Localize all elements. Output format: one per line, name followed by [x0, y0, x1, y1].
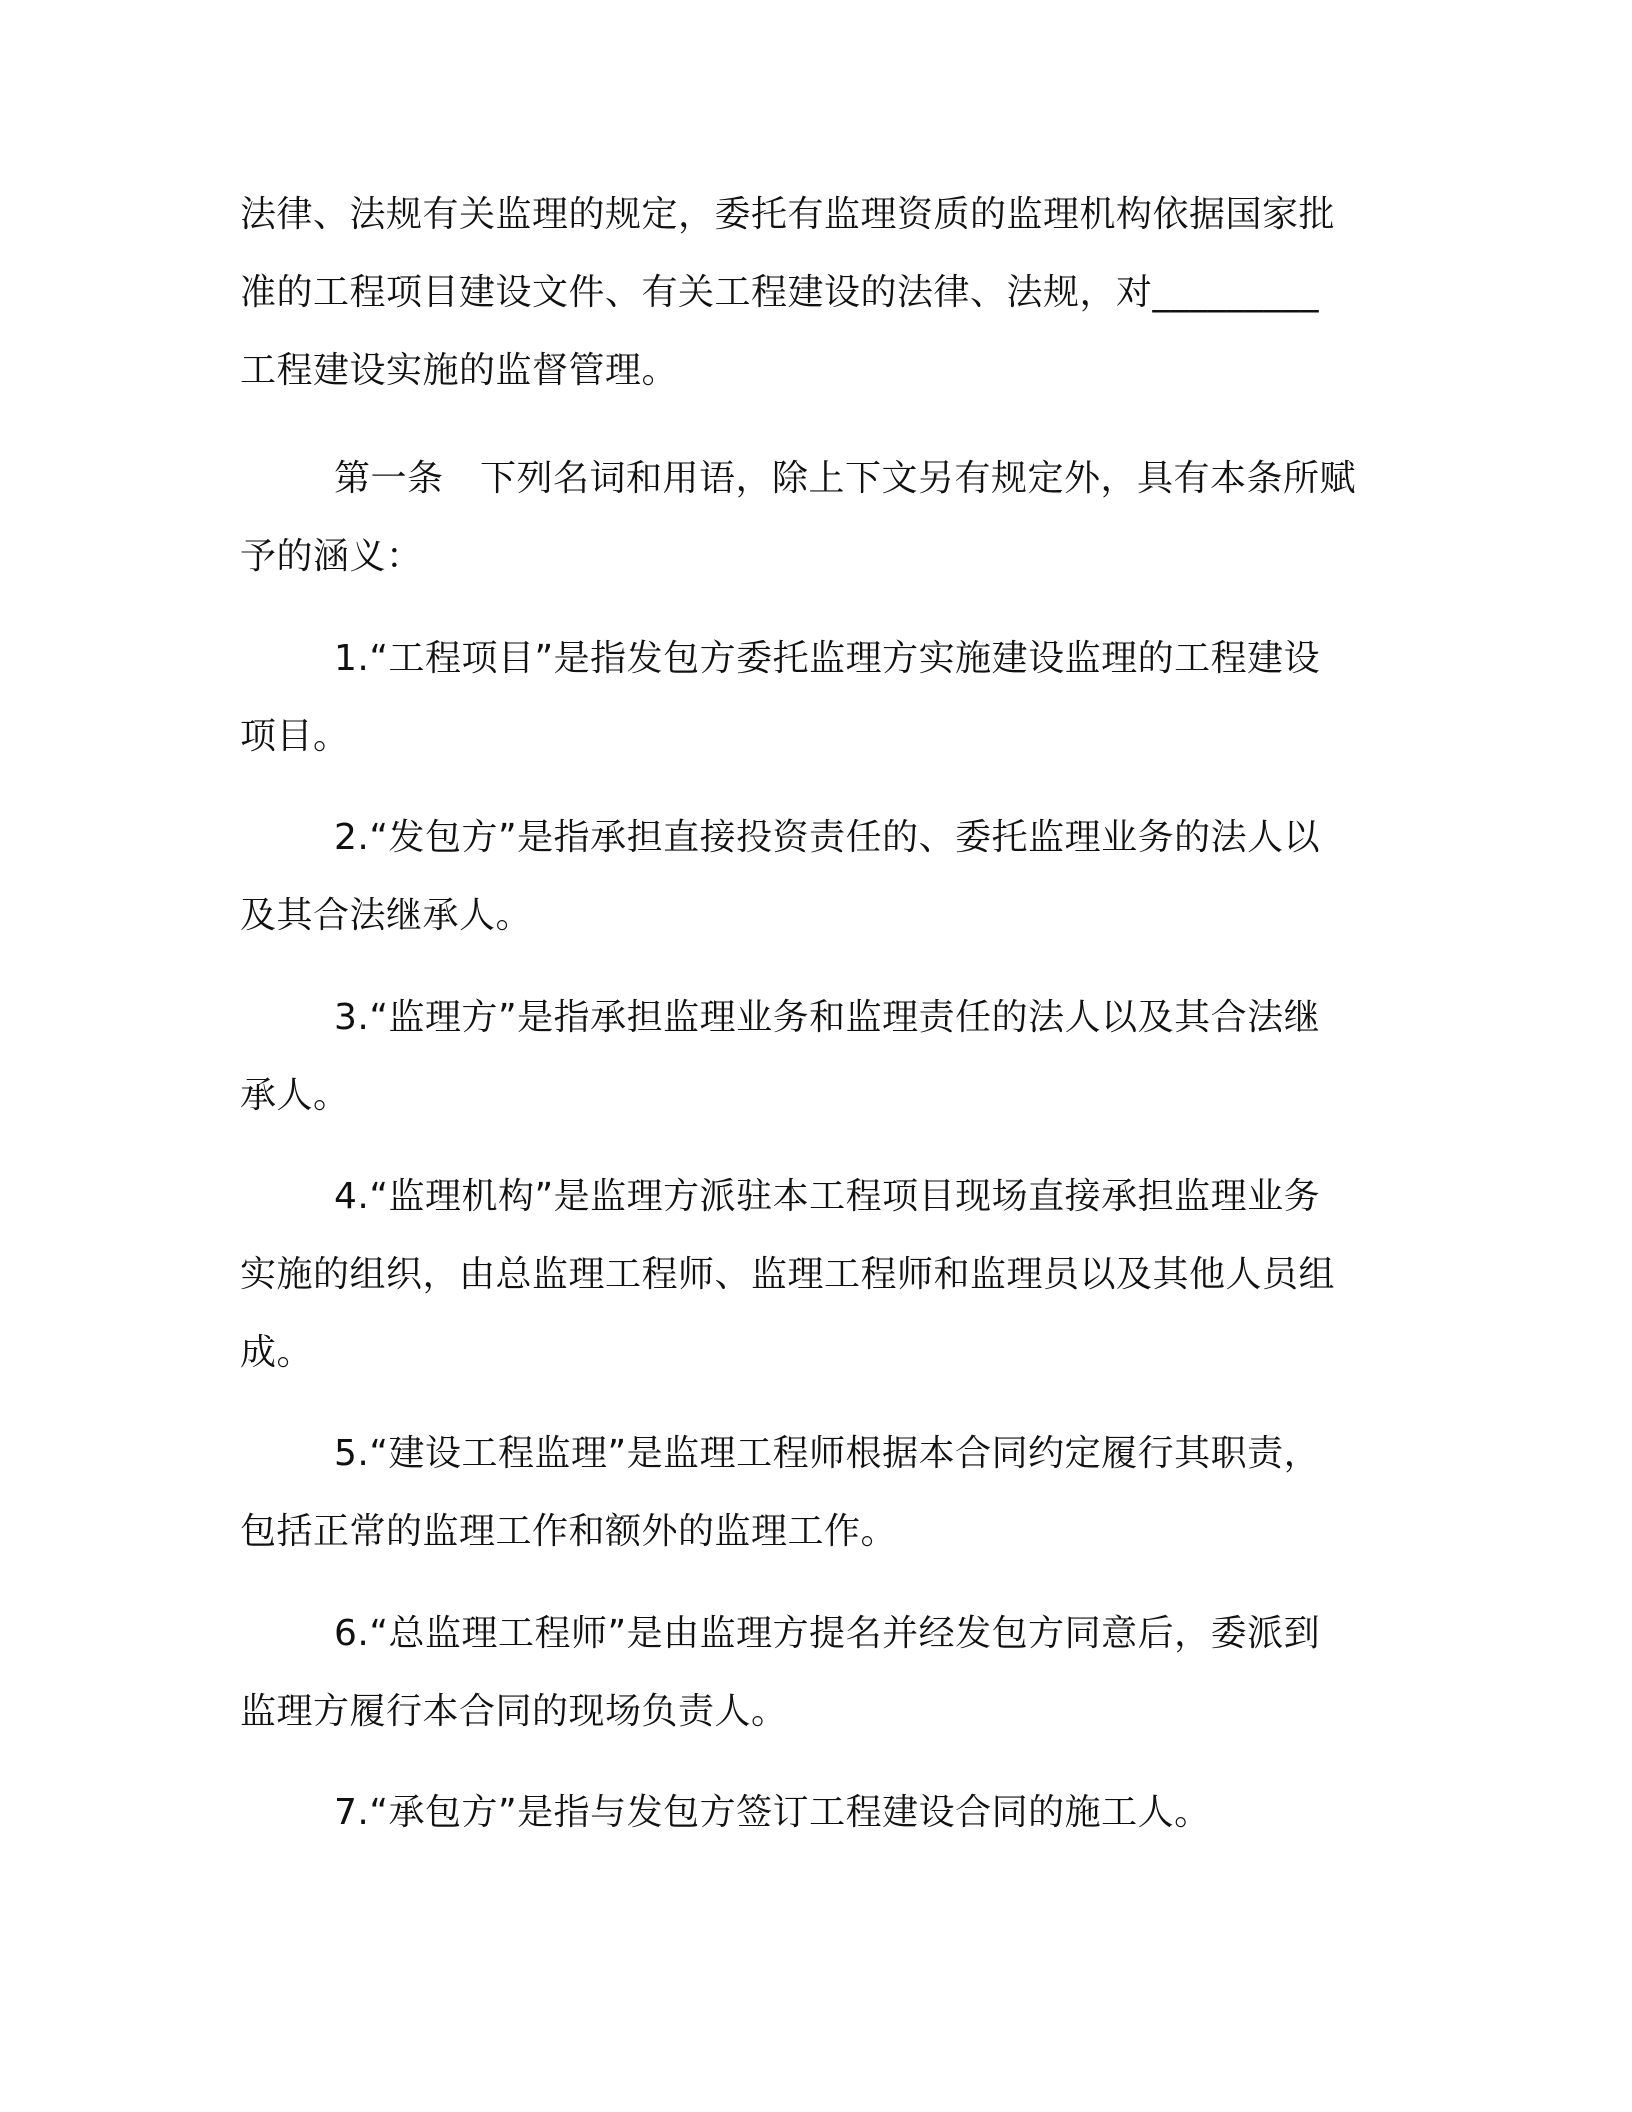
definition-5-line-1: 5.“建设工程监理”是监理工程师根据本合同约定履行其职责， — [334, 1433, 1321, 1474]
definition-6 — [240, 1595, 1380, 1751]
intro-line-3: 工程建设实施的监督管理。 — [240, 350, 679, 391]
definition-5-line-2: 包括正常的监理工作和额外的监理工作。 — [240, 1511, 898, 1552]
definition-4-line-1: 4.“监理机构”是监理方派驻本工程项目现场直接承担监理业务 — [334, 1176, 1321, 1217]
intro-line-1: 法律、法规有关监理的规定，委托有监理资质的监理机构依据国家批 — [240, 194, 1336, 235]
article-one-paragraph — [240, 440, 1380, 596]
definition-6-line-2: 监理方履行本合同的现场负责人。 — [240, 1691, 788, 1732]
definition-1 — [240, 620, 1380, 776]
article-one-line-2: 予的涵义： — [240, 536, 423, 577]
intro-paragraph — [240, 176, 1380, 410]
definition-2-line-2: 及其合法继承人。 — [240, 895, 533, 936]
definition-5 — [240, 1415, 1380, 1571]
definition-4 — [240, 1158, 1380, 1392]
definition-1-line-2: 项目。 — [240, 716, 350, 757]
definition-3-line-1: 3.“监理方”是指承担监理业务和监理责任的法人以及其合法继 — [334, 997, 1321, 1038]
definition-3-line-2: 承人。 — [240, 1075, 350, 1116]
definition-7-line-1: 7.“承包方”是指与发包方签订工程建设合同的施工人。 — [334, 1792, 1211, 1833]
definition-2-line-1: 2.“发包方”是指承担直接投资责任的、委托监理业务的法人以 — [334, 817, 1321, 858]
article-one-line-1: 第一条 下列名词和用语，除上下文另有规定外，具有本条所赋 — [334, 458, 1357, 499]
intro-line-2: 准的工程项目建设文件、有关工程建设的法律、法规，对_________ — [240, 272, 1320, 313]
definition-7 — [240, 1774, 1380, 1852]
definition-6-line-1: 6.“总监理工程师”是由监理方提名并经发包方同意后，委派到 — [334, 1613, 1321, 1654]
definition-2 — [240, 799, 1380, 955]
definition-4-line-3: 成。 — [240, 1332, 314, 1373]
definition-3 — [240, 979, 1380, 1135]
definition-1-line-1: 1.“工程项目”是指发包方委托监理方实施建设监理的工程建设 — [334, 638, 1321, 679]
definition-4-line-2: 实施的组织，由总监理工程师、监理工程师和监理员以及其他人员组 — [240, 1254, 1336, 1295]
